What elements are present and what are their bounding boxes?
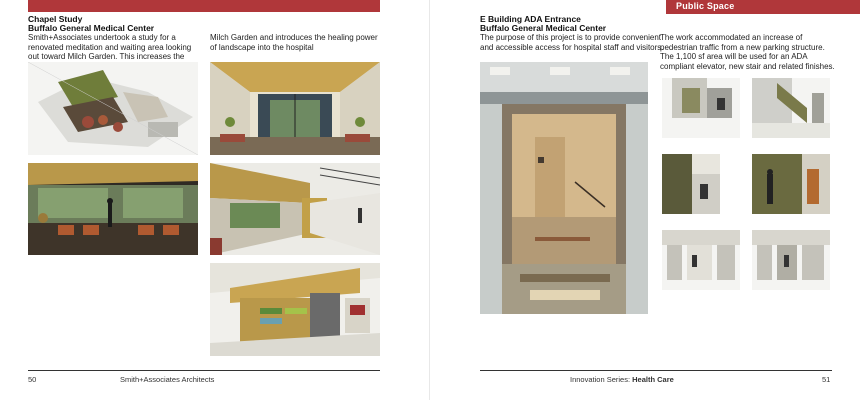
chapel-waiting-area-rendering-image: [28, 163, 198, 255]
entrance-model-view-6-image: [752, 230, 830, 290]
chapel-hallway-rendering-image: [210, 263, 380, 356]
series-title: [570, 375, 674, 384]
left-description-col1: Smith+Associates undertook a study for a renovated meditation and waiting area looking out toward Milch Garden. This increases the: [28, 33, 192, 61]
right-description-col2: The work accommodated an increase of pedestrian traffic from a new parking structure. The 1,100 sf area will be used for an ADA compliant elevator, new stair and related finishes.: [660, 33, 835, 71]
right-project-title: E Building ADA Entrance: [480, 14, 581, 24]
right-footer-rule: [480, 370, 832, 371]
entrance-model-view-3-image: [662, 154, 720, 214]
left-description-col2: Milch Garden and introduces the healing power of landscape into the hospital: [210, 33, 378, 52]
right-client-name: Buffalo General Medical Center: [480, 23, 607, 33]
chapel-corridor-rendering-image: [210, 163, 380, 255]
left-footer-rule: [28, 370, 380, 371]
entrance-model-view-4-image: [752, 154, 830, 214]
right-page: [430, 0, 860, 400]
left-project-title: Chapel Study: [28, 14, 83, 24]
section-label: Public Space: [676, 1, 735, 11]
entrance-main-photo-image: [480, 62, 648, 314]
entrance-model-view-1-image: [662, 78, 740, 138]
right-page-number: 51: [822, 375, 831, 384]
accent-bar-left: [28, 0, 380, 12]
left-client-name: Buffalo General Medical Center: [28, 23, 155, 33]
entrance-model-view-2-image: [752, 78, 830, 138]
right-description-col1: The purpose of this project is to provide convenient and accessible access for hospital staff and visitors.: [480, 33, 664, 52]
left-page-number: 50: [28, 375, 37, 384]
left-firm-name: Smith+Associates Architects: [120, 375, 215, 384]
accent-bar-right: [666, 0, 860, 14]
entrance-model-view-5-image: [662, 230, 740, 290]
chapel-plan-axonometric-image: [28, 62, 198, 155]
series-prefix: Innovation Series:: [570, 375, 633, 384]
chapel-entry-rendering-image: [210, 62, 380, 155]
series-topic: Health Care: [632, 375, 674, 384]
